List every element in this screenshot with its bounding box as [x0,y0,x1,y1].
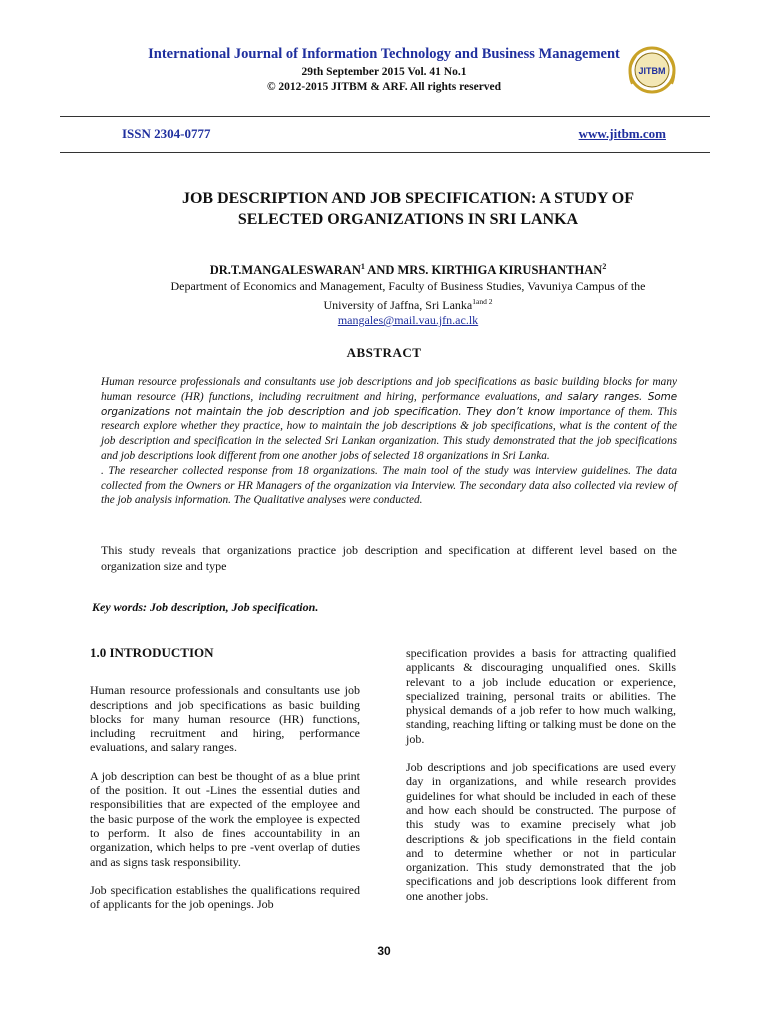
abstract-body [101,375,677,508]
paper-title-line-2: SELECTED ORGANIZATIONS IN SRI LANKA [237,211,579,228]
header-rule-top [60,116,710,117]
journal-title: International Journal of Information Technology and Business Management [148,46,620,62]
author-1-sup: 1 [360,262,365,271]
paragraph: A job description can best be thought of as a blue print of the position. It out -Lines the essential duties and responsibilities that are expected of the employee and the basic purpose of the work the employee is expected to perform. It also de fines accountability in an organization, which helps to pre -vent overlap of duties and as signs task responsibility. [90,768,360,869]
abstract-part-1: Human resource professionals and consultants use job descriptions and job specifications as basic building blocks for many human resource (HR) functions, including recruitment and hiring, performance evaluations, and [101,376,677,403]
author-1: DR.T.MANGALESWARAN [209,263,361,278]
website-link[interactable]: www.jitbm.com [578,126,666,141]
paragraph: Job descriptions and job specifications are used every day in organizations, and while research provides guidelines for what should be included in each of these and how each should be constructed. The purpose of this study was to examine precisely what job descriptions & job specifications in the field contain and to determine whether or not in particular organization. This study demonstrated that the job specifications and job descriptions look different from one another jobs. [406,760,676,903]
issn: ISSN 2304-0777 [122,126,211,141]
affiliation-line-1: Department of Economics and Management, Faculty of Business Studies, Vavuniya Campus of the [170,279,646,293]
page-number: 30 [377,944,391,958]
affiliation-line-2: University of Jaffna, Sri Lanka [323,298,473,312]
keywords: Key words: Job description, Job specification. [92,600,319,614]
paper-title [100,188,716,230]
affiliation [120,279,696,328]
abstract-paragraph-1 [101,375,677,464]
author-2: AND MRS. KIRTHIGA KIRUSHANTHAN [364,263,603,278]
authors [100,262,716,278]
header-rule-bottom [60,152,710,153]
abstract-summary: This study reveals that organizations practice job description and specification at different level based on the organization size and type [101,543,677,573]
paragraph: Human resource professionals and consultants use job descriptions and job specifications as basic building blocks for many human resource (HR) functions, including recruitment and hiring, performance evaluations, and salary ranges. [90,683,360,755]
abstract-part-2: salary ranges. Some organizations not maintain the job description and job specification. They don’t know [101,390,677,418]
journal-copyright: © 2012-2015 JITBM & ARF. All rights reserved [266,81,502,93]
abstract-paragraph-2: . The researcher collected response from 18 organizations. The main tool of the study was interview guidelines. The data collected from the Owners or HR Managers of the organization via Interview. The secondary data also collected via review of the job analysis information. The Qualitative analyses were conducted. [101,464,677,507]
abstract-heading: ABSTRACT [346,345,422,360]
affiliation-sup: 1and 2 [472,297,493,306]
abstract-part-3: importance of them. This research explore whether they practice, how to maintain the job descriptions & job specifications, what is the content of the job description and specification in the selected Sri Lankan organization. This study demonstrated that the job specifications and job descriptions look different from one another jobs of selected 18 organizations in Sri Lanka. [101,405,677,462]
author-email-link[interactable]: mangales@mail.vau.jfn.ac.lk [337,313,479,327]
journal-logo [622,44,680,98]
section-heading-introduction: 1.0 INTRODUCTION [90,645,214,660]
paper-title-line-1: JOB DESCRIPTION AND JOB SPECIFICATION: A STUDY OF [181,190,635,207]
paragraph: specification provides a basis for attracting qualified applicants & discouraging unqualified ones. Skills relevant to a job include education or experience, specialized training, personal traits or abilities. The physical demands of a job refer to how much walking, standing, reaching lifting or talking must be done on the job. [406,646,676,746]
paragraph: Job specification establishes the qualifications required of applicants for the job openings. Job [90,882,360,912]
column-left [90,646,360,925]
journal-issue: 29th September 2015 Vol. 41 No.1 [301,66,467,78]
column-right [406,646,676,917]
author-2-sup: 2 [602,262,607,271]
journal-logo-text: JITBM [638,66,666,76]
